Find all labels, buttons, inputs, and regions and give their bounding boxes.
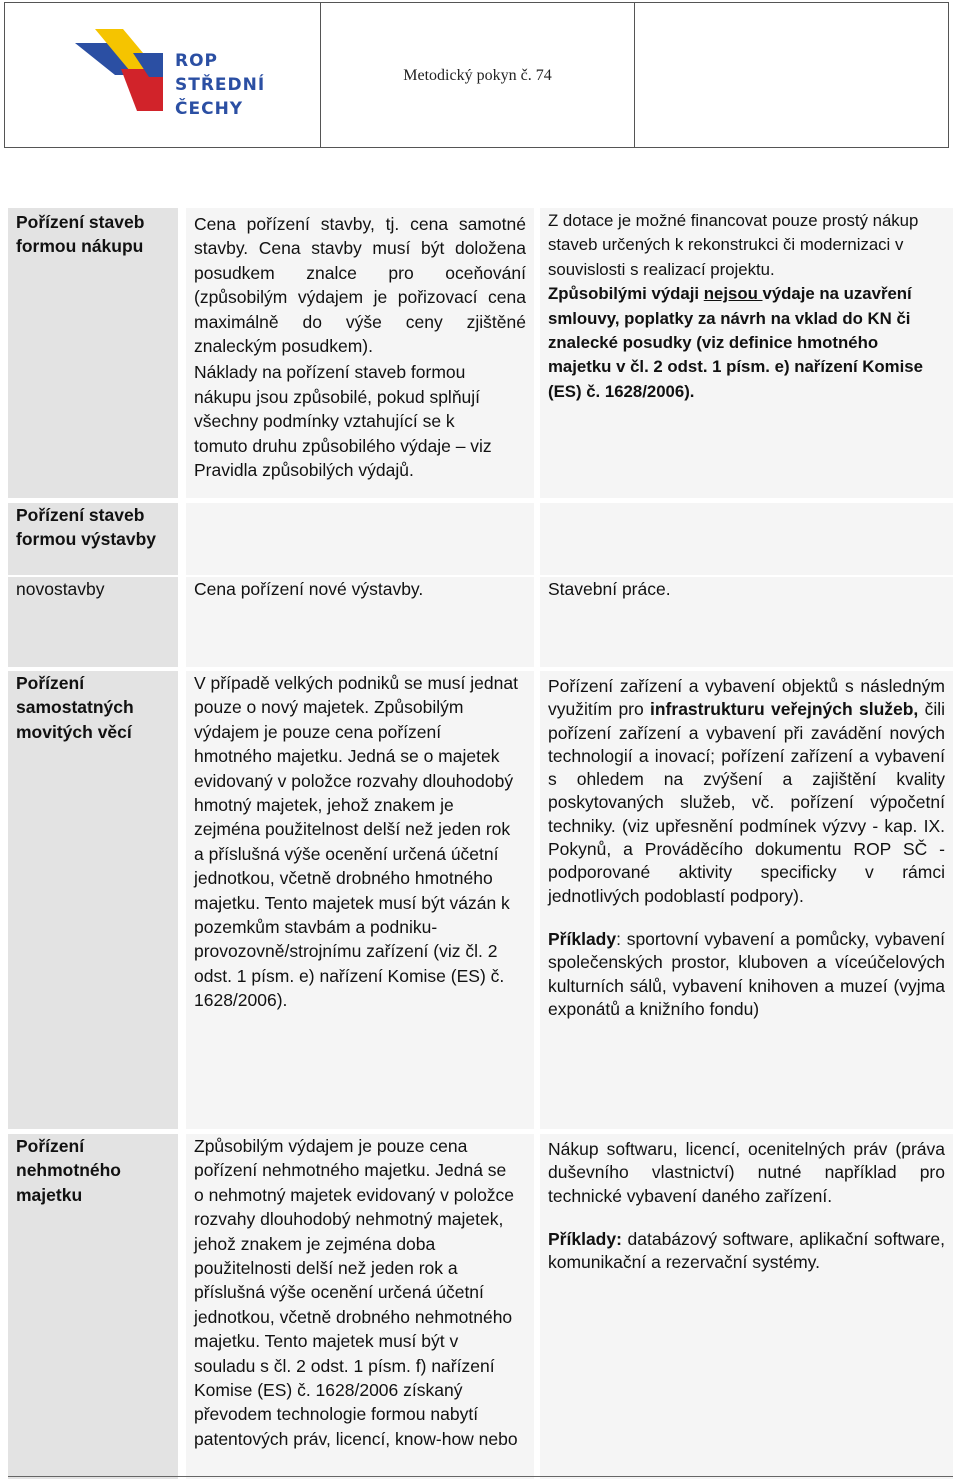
eligible-cost-cell: [186, 671, 534, 1129]
table-row: [8, 1134, 953, 1479]
cost-text: Způsobilým výdajem je pouze cena pořízení nehmotného majetku. Jedná se o nehmotný majetek evidovaný v položce rozvahy dlouhodobý nehmotný majetek, jehož znakem je zejména doba použitelnosti delší než jeden rok a příslušná výše ocenění určená účetní jednotkou, včetně drobného nehmotného majetku. Tento majetek musí být v souladu s čl. 2 odst. 1 písm. f) nařízení Komise (ES) č. 1628/2006 získaný převodem technologie formou nabytí patentových práv, licencí, know-how nebo: [194, 1136, 518, 1449]
logo-line-2: STŘEDNÍ: [175, 75, 266, 95]
eligible-cost-cell: [186, 577, 534, 667]
page-header: [4, 2, 949, 148]
row-label: novostavby: [16, 579, 105, 599]
row-label-cell: [8, 671, 178, 1129]
logo-line-3: ČECHY: [175, 99, 244, 119]
note-text: Stavební práce.: [548, 579, 671, 599]
row-label: Pořízení staveb formou nákupu: [16, 212, 145, 257]
note-text: [548, 671, 945, 908]
header-empty-cell: [635, 3, 948, 147]
logo-wordmark: [175, 49, 265, 121]
row-label-cell: [8, 503, 178, 575]
note-text: Nákup softwaru, licencí, ocenitelných práv (práva duševního vlastnictví) nutné například pro technické vybavení daného zařízení.: [548, 1139, 945, 1206]
row-label: Pořízení samostatných movitých věcí: [16, 673, 134, 742]
cost-text: Cena pořízení nové výstavby.: [194, 579, 424, 599]
examples-list: databázový software, aplikační software, komunikační a rezervační systémy.: [548, 1228, 945, 1273]
row-label-cell: [8, 208, 178, 498]
eligible-cost-cell: [186, 208, 534, 498]
row-label-cell: [8, 1134, 178, 1479]
row-label-cell: [8, 577, 178, 667]
note-cell: [534, 671, 953, 1129]
examples-text: [548, 1228, 945, 1275]
logo-line-1: ROP: [175, 51, 219, 71]
examples-label: Příklady:: [548, 1228, 622, 1249]
note-text-part: Způsobilými výdaji: [548, 284, 704, 304]
examples-list: : sportovní vybavení a pomůcky, vybavení společenských prostor, kluboven a víceúčelových kulturních sálů, vybavení knihoven a muzeí (vyjma exponátů a knižního fondu): [548, 928, 945, 1019]
table-row: [8, 671, 953, 1129]
note-text-bold: infrastrukturu veřejných služeb,: [650, 699, 919, 720]
note-cell: [534, 1134, 953, 1479]
note-cell: [534, 503, 953, 575]
examples-label: Příklady: [548, 928, 617, 949]
cost-text: Cena pořízení stavby, tj. cena samotné stavby. Cena stavby musí být doložena posudkem znalce pro oceňování (způsobilým výdajem je pořizovací cena maximálně do výše ceny zjištěné znaleckým posudkem).: [194, 214, 526, 357]
row-label: Pořízení nehmotného majetku: [16, 1136, 121, 1205]
cost-text: Náklady na pořízení staveb formou nákupu jsou způsobilé, pokud splňují všechny podmínky vztahující se k tomuto druhu způsobilého výdaje – viz Pravidla způsobilých výdajů.: [194, 362, 492, 481]
table-row: [8, 577, 953, 667]
note-text-part: výdaje na uzavření smlouvy, poplatky za návrh na vklad do KN či znalecké posudky (viz definice hmotného majetku v čl. 2 odst. 1 písm. e) nařízení Komise (ES) č. 1628/2006).: [548, 284, 923, 401]
document-title: Metodický pokyn č. 74: [403, 67, 552, 84]
note-text-underlined: nejsou: [703, 284, 763, 304]
note-text-part: čili pořízení zařízení a vybavení při zavádění nových technologií a inovací; pořízení zařízení a vybavení s ohledem na zvýšení a zajištění kvality poskytovaných služeb, vč. pořízení výpočetní techniky. (viz upřesnění podmínek výzvy - kap. IX. Pokynů, a Prováděcího dokumentu ROP SČ - podporované aktivity specificky v rámci jednotlivých podoblastí podpory).: [548, 699, 945, 906]
note-cell: [534, 577, 953, 667]
note-cell: [534, 208, 953, 498]
examples-text: [548, 928, 945, 1021]
note-text-bold: [548, 282, 945, 404]
eligible-cost-cell: [186, 1134, 534, 1479]
note-text-part: Pořízení zařízení a vybavení objektů s následným využitím pro: [548, 676, 945, 720]
cost-text: V případě velkých podniků se musí jednat pouze o nový majetek. Způsobilým výdajem je pouze cena pořízení hmotného majetku. Jedná se o majetek evidovaný v položce rozvahy dlouhodobý hmotný majetek, jehož znakem je zejména použitelnost delší než jeden rok a příslušná výše ocenění určená účetní jednotkou, včetně drobného hmotného majetku. Tento majetek musí být vázán k pozemkům stavbám a podniku-provozovně/strojnímu zařízení (viz čl. 2 odst. 1 písm. e) nařízení Komise (ES) č. 1628/2006).: [194, 673, 518, 1011]
header-title-cell: [321, 3, 635, 147]
table-bottom-border: [8, 1476, 953, 1477]
note-text: Z dotace je možné financovat pouze prostý nákup staveb určených k rekonstrukci či modernizaci v souvislosti s realizací projektu.: [548, 211, 919, 279]
table-row: [8, 208, 953, 498]
header-logo-cell: [5, 3, 321, 147]
row-label: Pořízení staveb formou výstavby: [16, 505, 157, 550]
table-row: [8, 503, 953, 575]
eligible-cost-cell: [186, 503, 534, 575]
